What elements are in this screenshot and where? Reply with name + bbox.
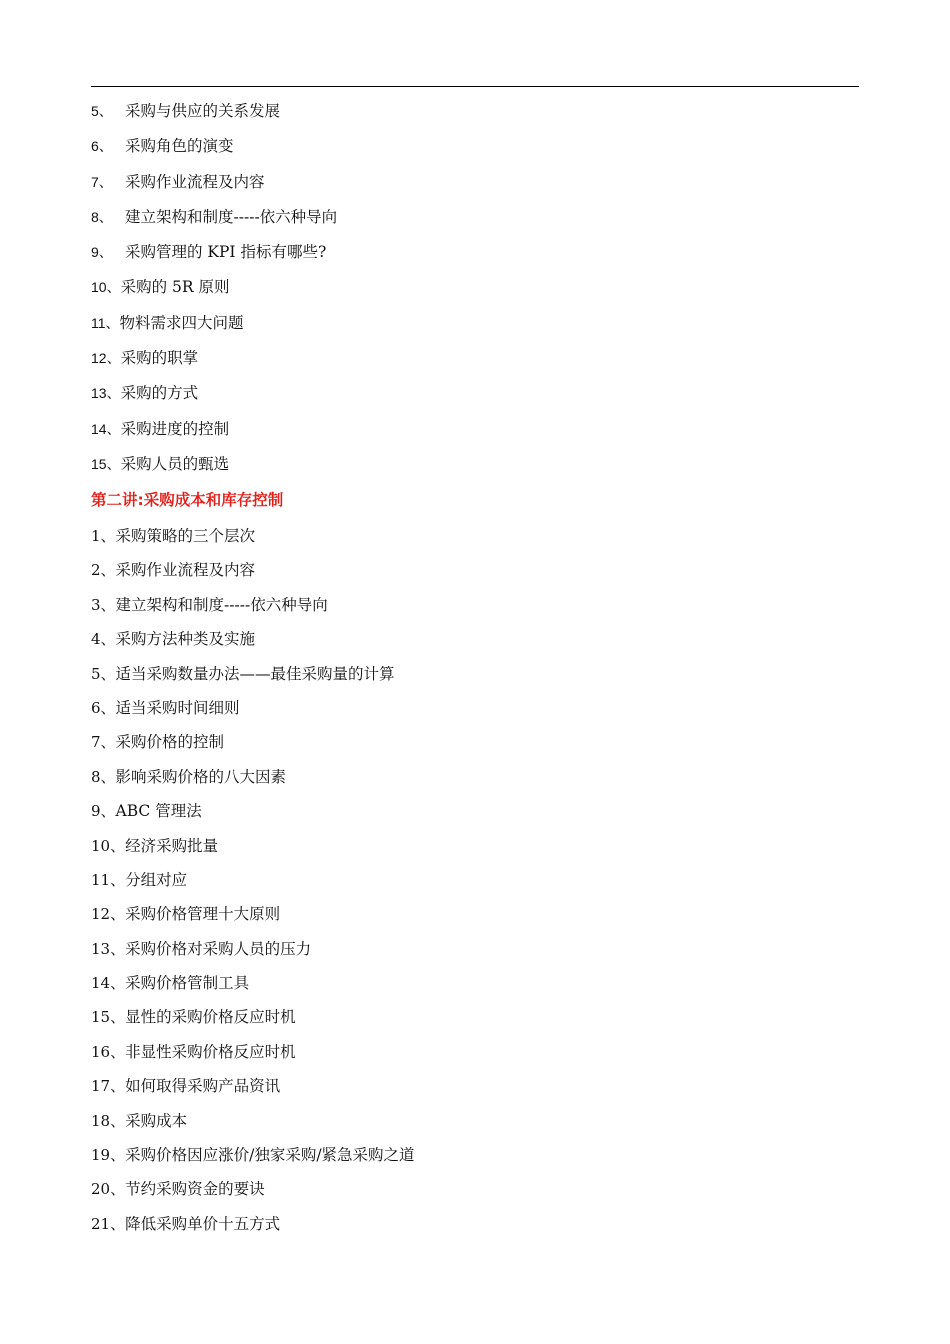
item-number: 12、 xyxy=(91,350,121,367)
list-item xyxy=(91,1111,415,1145)
list-item xyxy=(91,1007,415,1041)
list-item xyxy=(91,277,337,312)
item-number: 2、 xyxy=(91,561,116,580)
item-text: 降低采购单价十五方式 xyxy=(125,1214,281,1233)
item-text: ABC 管理法 xyxy=(115,802,202,821)
item-number: 13、 xyxy=(91,385,121,402)
item-number: 14、 xyxy=(91,974,126,993)
item-text: 适当采购数量办法——最佳采购量的计算 xyxy=(115,664,395,683)
item-text: 采购价格管制工具 xyxy=(125,974,250,993)
item-number: 1、 xyxy=(91,527,116,545)
item-text: 采购作业流程及内容 xyxy=(125,172,265,191)
item-text: 分组对应 xyxy=(125,870,188,889)
item-number: 9、 xyxy=(91,244,113,261)
list-item xyxy=(91,698,415,732)
list-item xyxy=(91,419,337,454)
list-item xyxy=(91,836,415,870)
item-text: 采购作业流程及内容 xyxy=(115,561,256,580)
item-text: 采购进度的控制 xyxy=(120,419,230,438)
item-number: 18、 xyxy=(91,1111,126,1130)
item-text: 采购与供应的关系发展 xyxy=(125,102,281,120)
item-number: 5、 xyxy=(91,664,116,683)
item-text: 采购策略的三个层次 xyxy=(115,527,256,545)
item-text: 采购方法种类及实施 xyxy=(115,630,256,649)
list-item xyxy=(91,1076,415,1110)
item-text: 采购价格的控制 xyxy=(115,733,225,752)
item-text: 采购价格对采购人员的压力 xyxy=(125,939,312,958)
item-text: 如何取得采购产品资讯 xyxy=(125,1077,281,1096)
item-number: 15、 xyxy=(91,1008,126,1027)
item-number: 4、 xyxy=(91,630,116,649)
list-item xyxy=(91,560,415,594)
list-item xyxy=(91,1145,415,1179)
list-item xyxy=(91,870,415,904)
item-text: 经济采购批量 xyxy=(125,836,219,855)
list-item xyxy=(91,904,415,938)
list-item xyxy=(91,172,337,207)
item-number: 14、 xyxy=(91,420,121,437)
list-item xyxy=(91,629,415,663)
item-text: 采购的方式 xyxy=(120,384,199,403)
item-text: 非显性采购价格反应时机 xyxy=(125,1042,296,1061)
list-item xyxy=(91,1214,415,1248)
list-item xyxy=(91,801,415,835)
item-number: 11、 xyxy=(91,314,120,331)
list-item xyxy=(91,242,337,277)
item-number: 13、 xyxy=(91,939,126,958)
item-number: 9、 xyxy=(91,802,116,821)
item-number: 6、 xyxy=(91,138,113,155)
item-number: 16、 xyxy=(91,1042,126,1061)
item-number: 11、 xyxy=(91,870,126,889)
item-text: 建立架构和制度-----依六种导向 xyxy=(125,207,338,226)
list-item xyxy=(91,207,337,242)
item-text: 采购角色的演变 xyxy=(125,137,234,156)
item-number: 7、 xyxy=(91,173,113,190)
item-text: 采购的职掌 xyxy=(120,349,199,368)
list-item xyxy=(91,383,337,418)
list-item xyxy=(91,1042,415,1076)
list-item xyxy=(91,454,337,489)
item-number: 10、 xyxy=(91,279,121,296)
list-item xyxy=(91,939,415,973)
item-text: 适当采购时间细则 xyxy=(115,698,240,717)
item-text: 影响采购价格的八大因素 xyxy=(115,767,287,786)
list-item xyxy=(91,136,337,171)
list-item xyxy=(91,973,415,1007)
list-item xyxy=(91,767,415,801)
item-text: 采购价格因应涨价/独家采购/紧急采购之道 xyxy=(125,1146,415,1165)
list-item xyxy=(91,664,415,698)
item-number: 15、 xyxy=(91,455,121,472)
item-number: 8、 xyxy=(91,767,116,786)
item-number: 12、 xyxy=(91,905,126,924)
item-number: 6、 xyxy=(91,698,116,717)
list-item xyxy=(91,732,415,766)
item-number: 21、 xyxy=(91,1214,126,1233)
item-text: 采购人员的甄选 xyxy=(120,454,230,473)
item-text: 节约采购资金的要诀 xyxy=(125,1180,265,1199)
item-text: 物料需求四大问题 xyxy=(119,313,244,332)
section2-list xyxy=(91,526,415,1248)
section-heading: 第二讲:采购成本和库存控制 xyxy=(91,491,284,509)
item-number: 7、 xyxy=(91,733,116,752)
item-text: 采购的 5R 原则 xyxy=(120,278,230,297)
list-item xyxy=(91,348,337,383)
item-text: 采购管理的 KPI 指标有哪些? xyxy=(125,243,327,262)
list-item xyxy=(91,101,337,136)
list-item xyxy=(91,1179,415,1213)
item-number: 3、 xyxy=(91,595,116,614)
item-text: 采购成本 xyxy=(125,1111,188,1130)
item-number: 17、 xyxy=(91,1077,126,1096)
item-number: 19、 xyxy=(91,1146,126,1165)
header-rule xyxy=(91,86,859,87)
list-item xyxy=(91,313,337,348)
item-number: 10、 xyxy=(91,836,126,855)
item-number: 5、 xyxy=(91,103,113,119)
item-text: 建立架构和制度-----依六种导向 xyxy=(115,595,328,614)
list-item xyxy=(91,595,415,629)
item-number: 8、 xyxy=(91,208,113,225)
item-number: 20、 xyxy=(91,1180,126,1199)
list-item xyxy=(91,526,415,560)
item-text: 显性的采购价格反应时机 xyxy=(125,1008,296,1027)
item-text: 采购价格管理十大原则 xyxy=(125,905,281,924)
section1-list xyxy=(91,101,337,489)
